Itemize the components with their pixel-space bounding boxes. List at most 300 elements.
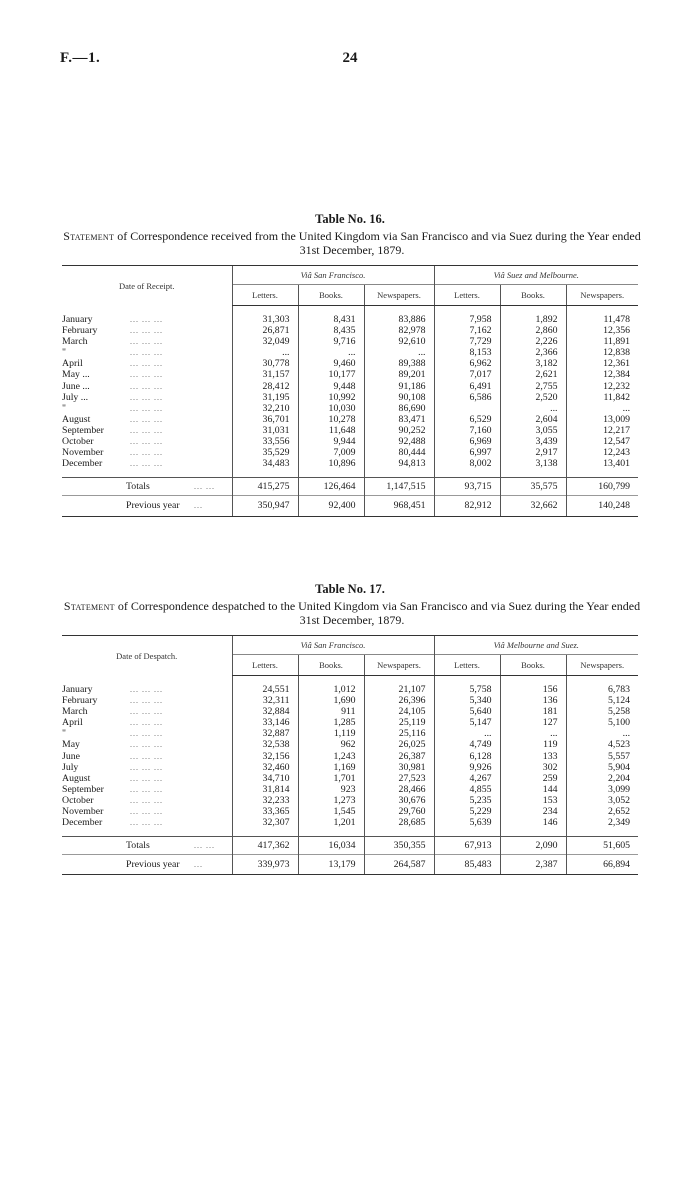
value-cell: 5,340 — [434, 695, 500, 706]
row-label — [62, 347, 232, 358]
value-cell: 1,243 — [298, 751, 364, 762]
leader-dots: ... ... ... — [130, 337, 163, 347]
row-label-text: " — [62, 728, 66, 740]
value-cell: 4,855 — [434, 784, 500, 795]
value-cell: ... — [566, 403, 638, 414]
leader-dots: ... ... ... — [130, 437, 163, 447]
row-label — [62, 325, 232, 336]
table-row — [62, 425, 638, 436]
value-cell: 94,813 — [364, 458, 434, 469]
row-label — [62, 414, 232, 425]
table-title: Table No. 16. — [315, 212, 385, 226]
table-row — [62, 717, 638, 728]
date-column-header: Date of Receipt. — [62, 266, 232, 306]
table-row — [62, 695, 638, 706]
row-label-text: " — [62, 347, 66, 359]
col-header: Letters. — [232, 285, 298, 306]
value-cell: 2,755 — [500, 381, 566, 392]
totals-row — [62, 837, 638, 855]
value-cell: 5,557 — [566, 751, 638, 762]
col-header: Letters. — [434, 655, 500, 676]
value-cell: 1,119 — [298, 728, 364, 739]
value-cell: 9,716 — [298, 336, 364, 347]
value-cell: 31,195 — [232, 392, 298, 403]
value-cell: 32,233 — [232, 795, 298, 806]
value-cell: 133 — [500, 751, 566, 762]
table-row — [62, 458, 638, 469]
row-label — [62, 717, 232, 728]
value-cell: 25,119 — [364, 717, 434, 728]
table-16-section — [0, 212, 700, 517]
leader-dots: ... ... ... — [130, 685, 163, 694]
value-cell: 26,871 — [232, 325, 298, 336]
table-row — [62, 706, 638, 717]
row-label — [62, 458, 232, 469]
row-label-text: June ... — [62, 380, 90, 392]
table-row — [62, 684, 638, 695]
value-cell: 2,387 — [500, 855, 566, 875]
value-cell: 9,944 — [298, 436, 364, 447]
leader-dots: ... ... ... — [130, 784, 163, 794]
value-cell: 911 — [298, 706, 364, 717]
table-row — [62, 784, 638, 795]
col-header: Books. — [500, 655, 566, 676]
row-label-text: November — [62, 806, 104, 818]
row-label-text: February — [62, 325, 98, 337]
value-cell: 7,729 — [434, 336, 500, 347]
value-cell: 12,838 — [566, 347, 638, 358]
page-number: 24 — [342, 50, 358, 66]
col-header: Newspapers. — [364, 655, 434, 676]
col-header: Letters. — [434, 285, 500, 306]
data-table — [62, 265, 638, 517]
value-cell: 32,156 — [232, 751, 298, 762]
value-cell: 33,365 — [232, 806, 298, 817]
leader-dots: ... ... ... — [130, 348, 163, 358]
table-row — [62, 369, 638, 380]
value-cell: 6,997 — [434, 447, 500, 458]
row-label — [62, 855, 232, 875]
value-cell: 1,285 — [298, 717, 364, 728]
value-cell: 12,384 — [566, 369, 638, 380]
value-cell: 32,460 — [232, 762, 298, 773]
value-cell: ... — [298, 347, 364, 358]
value-cell: 83,886 — [364, 314, 434, 325]
table-row — [62, 739, 638, 750]
row-label-text: January — [62, 684, 93, 695]
row-label — [62, 773, 232, 784]
leader-dots: ... ... ... — [130, 370, 163, 380]
row-label — [62, 795, 232, 806]
value-cell: 13,009 — [566, 414, 638, 425]
value-cell: 82,912 — [434, 496, 500, 516]
table-row — [62, 447, 638, 458]
row-label — [62, 314, 232, 325]
value-cell: 11,478 — [566, 314, 638, 325]
row-label — [62, 436, 232, 447]
row-label-text: July — [62, 761, 79, 773]
row-label-text: August — [62, 413, 91, 425]
row-label — [62, 358, 232, 369]
row-label — [62, 336, 232, 347]
value-cell: 32,210 — [232, 403, 298, 414]
value-cell: 302 — [500, 762, 566, 773]
value-cell: 32,049 — [232, 336, 298, 347]
value-cell: 30,778 — [232, 358, 298, 369]
table-row — [62, 728, 638, 739]
value-cell: 12,547 — [566, 436, 638, 447]
leader-dots: ... ... ... — [130, 425, 163, 435]
leader-dots: ... ... ... — [130, 795, 163, 805]
value-cell: 1,169 — [298, 762, 364, 773]
value-cell: 350,947 — [232, 496, 298, 516]
row-label — [62, 806, 232, 817]
row-label-text: November — [62, 447, 104, 459]
value-cell: 26,025 — [364, 739, 434, 750]
value-cell: 7,162 — [434, 325, 500, 336]
value-cell: 35,575 — [500, 478, 566, 496]
leader-dots: ... ... ... — [130, 751, 163, 761]
value-cell: 28,412 — [232, 381, 298, 392]
value-cell: 5,147 — [434, 717, 500, 728]
spacer-row — [62, 469, 638, 478]
row-label — [62, 496, 232, 516]
value-cell: 6,586 — [434, 392, 500, 403]
value-cell: 92,400 — [298, 496, 364, 516]
leader-dots: ... ... ... — [130, 392, 163, 402]
leader-dots: ... ... ... — [130, 414, 163, 424]
row-label-text: September — [62, 424, 104, 436]
row-label-text: March — [62, 336, 88, 348]
row-label — [62, 706, 232, 717]
value-cell: 6,969 — [434, 436, 500, 447]
value-cell: 51,605 — [566, 837, 638, 855]
value-cell: 136 — [500, 695, 566, 706]
value-cell: ... — [434, 728, 500, 739]
row-label — [62, 392, 232, 403]
value-cell: ... — [500, 403, 566, 414]
table-row — [62, 414, 638, 425]
leader-dots: ... ... — [194, 841, 215, 851]
value-cell: 5,640 — [434, 706, 500, 717]
row-label — [62, 695, 232, 706]
col-header: Newspapers. — [364, 285, 434, 306]
page-reference: F.—1. — [60, 50, 101, 66]
value-cell: 86,690 — [364, 403, 434, 414]
value-cell: 92,610 — [364, 336, 434, 347]
value-cell: 9,460 — [298, 358, 364, 369]
value-cell: 31,031 — [232, 425, 298, 436]
row-label — [62, 478, 232, 496]
value-cell: 12,243 — [566, 447, 638, 458]
value-cell: 350,355 — [364, 837, 434, 855]
table-row — [62, 347, 638, 358]
value-cell: ... — [566, 728, 638, 739]
table-body — [62, 306, 638, 517]
row-label-text: April — [62, 358, 83, 370]
col-header: Newspapers. — [566, 655, 638, 676]
value-cell: 34,710 — [232, 773, 298, 784]
value-cell: 10,177 — [298, 369, 364, 380]
row-label-text: January — [62, 314, 93, 325]
row-label-text: August — [62, 772, 91, 784]
row-label — [62, 837, 232, 855]
row-label — [62, 817, 232, 828]
row-label — [62, 684, 232, 695]
leader-dots: ... ... ... — [130, 818, 163, 828]
value-cell: 80,444 — [364, 447, 434, 458]
value-cell: 2,621 — [500, 369, 566, 380]
value-cell: 415,275 — [232, 478, 298, 496]
value-cell: 10,278 — [298, 414, 364, 425]
value-cell: 12,356 — [566, 325, 638, 336]
value-cell: 1,545 — [298, 806, 364, 817]
value-cell: 962 — [298, 739, 364, 750]
value-cell: 90,252 — [364, 425, 434, 436]
value-cell: 9,448 — [298, 381, 364, 392]
data-table — [62, 635, 638, 875]
value-cell: 21,107 — [364, 684, 434, 695]
value-cell: 92,488 — [364, 436, 434, 447]
value-cell: 8,435 — [298, 325, 364, 336]
leader-dots: ... ... ... — [130, 359, 163, 369]
row-label — [62, 403, 232, 414]
value-cell: 24,551 — [232, 684, 298, 695]
row-label-text: June — [62, 750, 80, 762]
statement-text: of Correspondence received from the United Kingdom via San Francisco and via Suez during the Year ended 31st December, 1879. — [117, 229, 641, 257]
leader-dots: ... ... ... — [130, 762, 163, 772]
value-cell: 24,105 — [364, 706, 434, 717]
value-cell: 2,520 — [500, 392, 566, 403]
value-cell: 67,913 — [434, 837, 500, 855]
row-label — [62, 751, 232, 762]
value-cell: 91,186 — [364, 381, 434, 392]
value-cell: 5,235 — [434, 795, 500, 806]
leader-dots: ... ... ... — [130, 773, 163, 783]
value-cell: 339,973 — [232, 855, 298, 875]
value-cell: 153 — [500, 795, 566, 806]
value-cell: 3,439 — [500, 436, 566, 447]
value-cell: 13,179 — [298, 855, 364, 875]
value-cell: 4,523 — [566, 739, 638, 750]
row-label-text: May — [62, 739, 80, 751]
value-cell: 8,002 — [434, 458, 500, 469]
row-label-text: February — [62, 695, 98, 707]
table-row — [62, 762, 638, 773]
row-label — [62, 381, 232, 392]
value-cell: 127 — [500, 717, 566, 728]
value-cell: 26,396 — [364, 695, 434, 706]
row-label-text: December — [62, 817, 103, 829]
value-cell: 89,201 — [364, 369, 434, 380]
value-cell: 2,917 — [500, 447, 566, 458]
value-cell: 85,483 — [434, 855, 500, 875]
value-cell: 10,992 — [298, 392, 364, 403]
group-header-suez-melbourne: Viâ Suez and Melbourne. — [434, 266, 638, 285]
value-cell: 234 — [500, 806, 566, 817]
col-header: Books. — [298, 285, 364, 306]
leader-dots: ... — [194, 860, 203, 870]
value-cell: 6,491 — [434, 381, 500, 392]
value-cell: 2,366 — [500, 347, 566, 358]
value-cell: 10,896 — [298, 458, 364, 469]
value-cell: 7,958 — [434, 314, 500, 325]
value-cell: 82,978 — [364, 325, 434, 336]
value-cell: 5,639 — [434, 817, 500, 828]
value-cell: 3,138 — [500, 458, 566, 469]
value-cell: 119 — [500, 739, 566, 750]
previous-year-row — [62, 855, 638, 875]
value-cell: 2,204 — [566, 773, 638, 784]
value-cell: 4,749 — [434, 739, 500, 750]
value-cell: 1,690 — [298, 695, 364, 706]
row-label — [62, 728, 232, 739]
value-cell: 126,464 — [298, 478, 364, 496]
group-header-san-francisco: Viâ San Francisco. — [232, 636, 434, 655]
value-cell: 28,466 — [364, 784, 434, 795]
value-cell: 5,124 — [566, 695, 638, 706]
col-header: Letters. — [232, 655, 298, 676]
value-cell: ... — [500, 728, 566, 739]
value-cell: 32,307 — [232, 817, 298, 828]
value-cell: 32,662 — [500, 496, 566, 516]
spacer-row — [62, 306, 638, 315]
value-cell: 30,676 — [364, 795, 434, 806]
value-cell: 25,116 — [364, 728, 434, 739]
value-cell: 6,128 — [434, 751, 500, 762]
leader-dots: ... ... ... — [130, 729, 163, 739]
col-header: Newspapers. — [566, 285, 638, 306]
value-cell: 31,303 — [232, 314, 298, 325]
table-17-section — [0, 582, 700, 875]
leader-dots: ... ... ... — [130, 459, 163, 469]
value-cell: 9,926 — [434, 762, 500, 773]
value-cell: 156 — [500, 684, 566, 695]
value-cell: 2,860 — [500, 325, 566, 336]
value-cell: 923 — [298, 784, 364, 795]
table-body — [62, 676, 638, 875]
row-label-text: April — [62, 717, 83, 729]
leader-dots: ... ... ... — [130, 326, 163, 336]
statement-text: of Correspondence despatched to the United Kingdom via San Francisco and via Suez during the Year ended 31st December, 1879. — [117, 599, 641, 627]
value-cell: 33,146 — [232, 717, 298, 728]
value-cell: 26,387 — [364, 751, 434, 762]
value-cell: 5,229 — [434, 806, 500, 817]
leader-dots: ... ... ... — [130, 315, 163, 324]
row-label-text: Totals — [126, 840, 150, 852]
value-cell: 11,648 — [298, 425, 364, 436]
value-cell: 7,009 — [298, 447, 364, 458]
row-label-text: Totals — [126, 481, 150, 493]
page-header — [0, 50, 700, 70]
value-cell: 30,981 — [364, 762, 434, 773]
value-cell: 5,904 — [566, 762, 638, 773]
table-row — [62, 392, 638, 403]
value-cell: 31,157 — [232, 369, 298, 380]
row-label-text: " — [62, 402, 66, 414]
value-cell: 16,034 — [298, 837, 364, 855]
value-cell: 36,701 — [232, 414, 298, 425]
table-row — [62, 336, 638, 347]
row-label — [62, 369, 232, 380]
totals-row — [62, 478, 638, 496]
col-header: Books. — [298, 655, 364, 676]
leader-dots: ... ... ... — [130, 696, 163, 706]
value-cell: 28,685 — [364, 817, 434, 828]
value-cell: 89,388 — [364, 358, 434, 369]
value-cell: 8,431 — [298, 314, 364, 325]
col-header: Books. — [500, 285, 566, 306]
value-cell: 7,160 — [434, 425, 500, 436]
table-row — [62, 795, 638, 806]
table-statement — [62, 599, 642, 627]
value-cell: 1,273 — [298, 795, 364, 806]
value-cell: 160,799 — [566, 478, 638, 496]
previous-year-row — [62, 496, 638, 516]
date-column-header: Date of Despatch. — [62, 636, 232, 676]
row-label-text: October — [62, 794, 94, 806]
leader-dots: ... ... ... — [130, 381, 163, 391]
value-cell: 2,226 — [500, 336, 566, 347]
table-statement — [62, 229, 642, 257]
row-label-text: September — [62, 783, 104, 795]
value-cell: ... — [364, 347, 434, 358]
leader-dots: ... ... ... — [130, 740, 163, 750]
table-row — [62, 314, 638, 325]
leader-dots: ... ... ... — [130, 403, 163, 413]
row-label — [62, 739, 232, 750]
group-header-melbourne-suez: Viâ Melbourne and Suez. — [434, 636, 638, 655]
value-cell: 1,147,515 — [364, 478, 434, 496]
value-cell: 4,267 — [434, 773, 500, 784]
value-cell: 66,894 — [566, 855, 638, 875]
table-row — [62, 773, 638, 784]
table-row — [62, 806, 638, 817]
leader-dots: ... ... — [194, 482, 215, 492]
value-cell: 968,451 — [364, 496, 434, 516]
value-cell: 3,099 — [566, 784, 638, 795]
value-cell: 32,887 — [232, 728, 298, 739]
value-cell — [434, 403, 500, 414]
value-cell: 5,758 — [434, 684, 500, 695]
value-cell: 140,248 — [566, 496, 638, 516]
value-cell: 11,891 — [566, 336, 638, 347]
table-row — [62, 325, 638, 336]
table-row — [62, 381, 638, 392]
table-row — [62, 436, 638, 447]
value-cell: 13,401 — [566, 458, 638, 469]
value-cell: 417,362 — [232, 837, 298, 855]
value-cell: 11,842 — [566, 392, 638, 403]
value-cell: 34,483 — [232, 458, 298, 469]
value-cell: 6,962 — [434, 358, 500, 369]
value-cell: 12,217 — [566, 425, 638, 436]
value-cell: 90,108 — [364, 392, 434, 403]
row-label-text: Previous year — [126, 500, 180, 512]
value-cell: 6,783 — [566, 684, 638, 695]
value-cell: 10,030 — [298, 403, 364, 414]
table-row — [62, 751, 638, 762]
table-row — [62, 403, 638, 414]
value-cell: 5,258 — [566, 706, 638, 717]
row-label — [62, 425, 232, 436]
statement-lead: Statement — [63, 229, 115, 243]
value-cell: 32,884 — [232, 706, 298, 717]
value-cell: 146 — [500, 817, 566, 828]
value-cell: 12,361 — [566, 358, 638, 369]
leader-dots: ... ... ... — [130, 707, 163, 717]
statement-lead: Statement — [63, 599, 115, 613]
